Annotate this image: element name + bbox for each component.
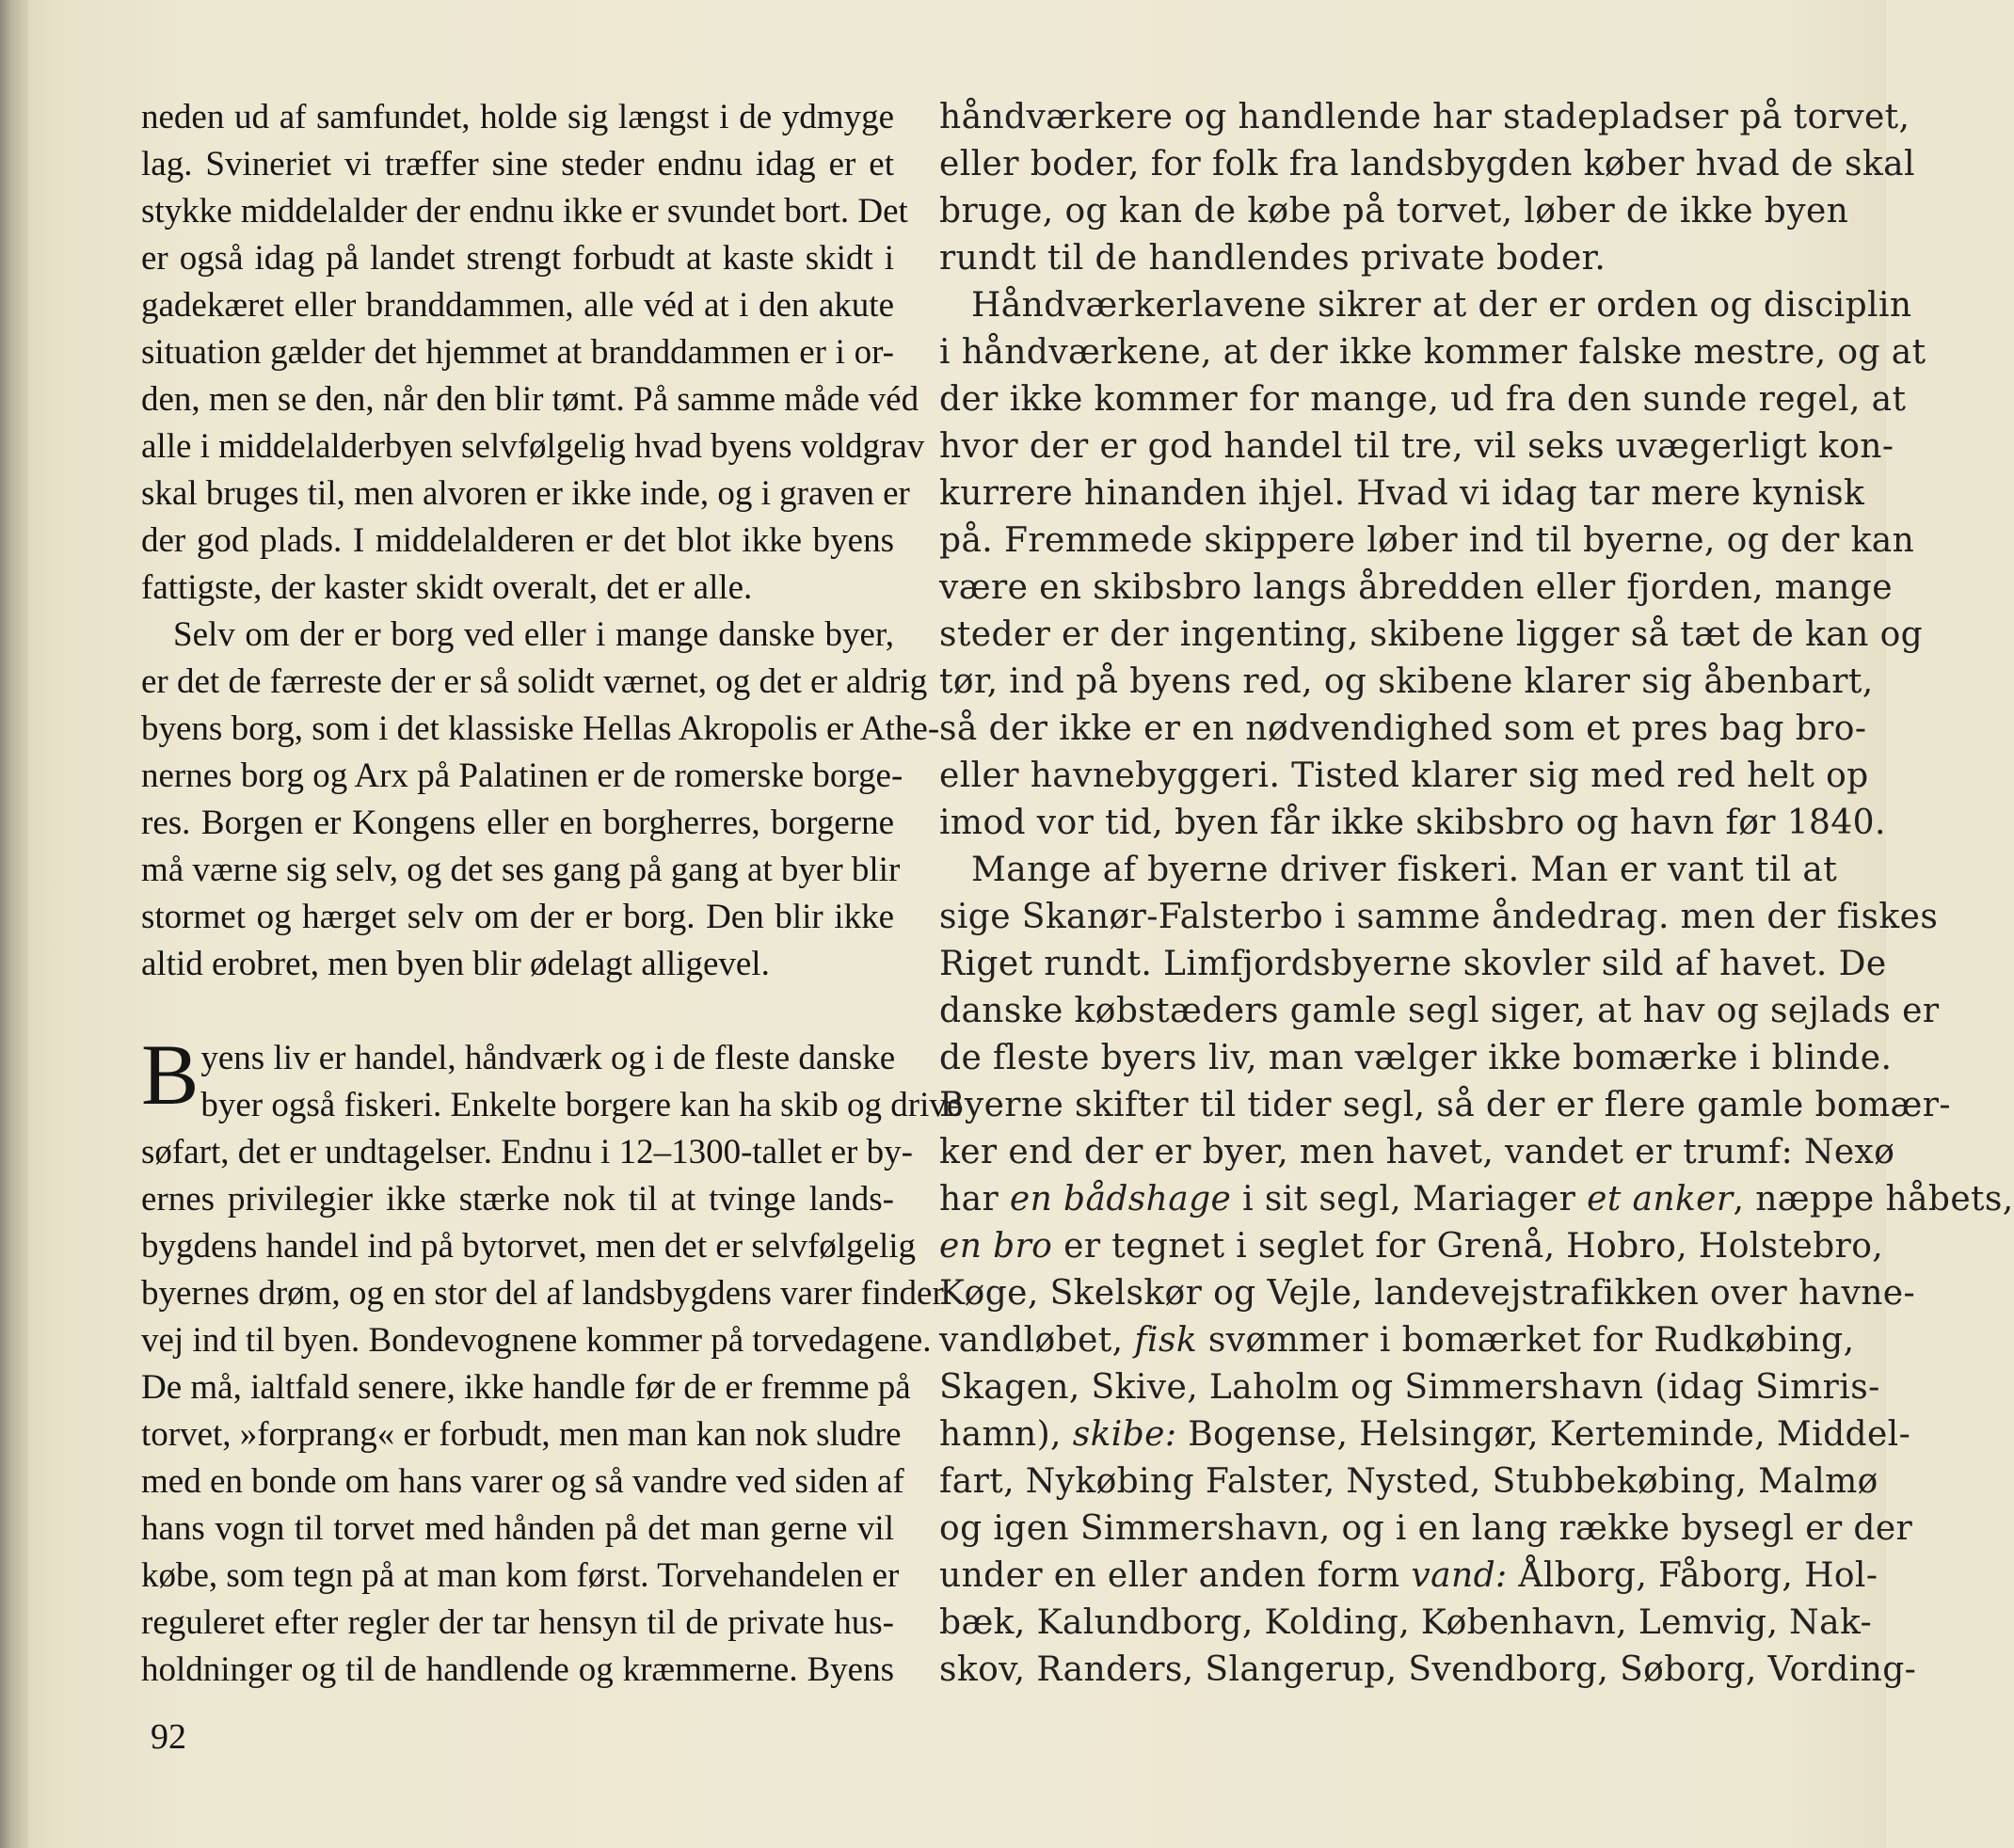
text-line: så der ikke er en nødvendighed som et pres bag bro-: [939, 709, 1867, 748]
text-line: den, men se den, når den blir tømt. På samme måde véd: [141, 380, 919, 419]
text-line: bæk, Kalundborg, Kolding, København, Lemvig, Nak-: [939, 1603, 1873, 1642]
text-run: er tegnet i seglet for Grenå, Hobro, Holstebro,: [1052, 1227, 1884, 1266]
text-line: De må, ialtfald senere, ikke handle før de er fremme på: [141, 1368, 911, 1407]
right-text-column: [939, 94, 2014, 1694]
paragraph: [141, 612, 940, 988]
text-line: alle i middelalderbyen selvfølgelig hvad byens voldgrav: [141, 427, 925, 466]
text-line: nernes borg og Arx på Palatinen er de romerske borge-: [141, 757, 903, 795]
text-line: Skagen, Skive, Laholm og Simmershavn (idag Simris-: [939, 1368, 1880, 1407]
text-line: [939, 1176, 2014, 1223]
text-line: Selv om der er borg ved eller i mange danske byer,: [173, 615, 894, 654]
text-line: Mange af byerne driver fiskeri. Man er vant til at: [971, 851, 1838, 889]
text-line: eller havnebyggeri. Tisted klarer sig med red helt op: [939, 757, 1869, 795]
text-line: købe, som tegn på at man kom først. Torvehandelen er: [141, 1556, 900, 1595]
text-run: under en eller anden form: [939, 1556, 1412, 1595]
text-line: søfart, det er undtagelser. Endnu i 12–1300-tallet er by-: [141, 1133, 913, 1171]
section-gap: [141, 988, 894, 1035]
paragraph: [141, 94, 925, 612]
paragraph: [939, 94, 1915, 282]
text-line: stormet og hærget selv om der er borg. Den blir ikke: [141, 898, 894, 936]
paragraph: [939, 847, 2014, 1694]
text-line: steder er der ingenting, skibene ligger så tæt de kan og: [939, 615, 1924, 654]
italic-text: et anker: [1587, 1180, 1734, 1219]
text-line: Håndværkerlavene sikrer at der er orden og disciplin: [971, 286, 1912, 325]
text-line: på. Fremmede skippere løber ind til byerne, og der kan: [939, 521, 1915, 560]
text-run: vandløbet,: [939, 1321, 1135, 1360]
italic-text: en bådshage: [1009, 1180, 1232, 1219]
text-line: [939, 1223, 1884, 1270]
text-line: [939, 1317, 1855, 1364]
text-line: [939, 1411, 1911, 1458]
text-line: rundt til de handlendes private boder.: [939, 239, 1606, 278]
text-line: res. Borgen er Kongens eller en borgherres, borgerne: [141, 804, 894, 842]
text-line: [939, 1553, 1878, 1600]
drop-cap: B: [141, 1027, 200, 1123]
text-run: Bogense, Helsingør, Kerteminde, Middel-: [1176, 1415, 1911, 1454]
italic-text: vand:: [1411, 1556, 1508, 1595]
text-line: stykke middelalder der endnu ikke er svundet bort. Det: [141, 192, 908, 231]
text-line: hvor der er god handel til tre, vil seks uvægerligt kon-: [939, 427, 1894, 466]
text-line: bruge, og kan de købe på torvet, løber de ikke byen: [939, 192, 1849, 231]
text-line: holdninger og til de handlende og kræmmerne. Byens: [141, 1650, 894, 1689]
text-line: håndværkere og handlende har stadepladser på torvet,: [939, 98, 1910, 136]
text-run: Ålborg, Fåborg, Hol-: [1507, 1556, 1878, 1595]
text-run: har: [939, 1180, 1010, 1219]
text-run: svømmer i bomærket for Rudkøbing,: [1197, 1321, 1855, 1360]
text-line: fattigste, der kaster skidt overalt, det er alle.: [141, 568, 753, 607]
text-line: imod vor tid, byen får ikke skibsbro og havn før 1840.: [939, 804, 1886, 842]
text-line: kurrere hinanden ihjel. Hvad vi idag tar mere kynisk: [939, 474, 1865, 513]
text-line: skal bruges til, men alvoren er ikke inde, og i graven er: [141, 474, 910, 513]
text-line: altid erobret, men byen blir ødelagt alligevel.: [141, 945, 770, 983]
text-line: ker end der er byer, men havet, vandet er trumf: Nexø: [939, 1133, 1895, 1171]
text-line: situation gælder det hjemmet at branddammen er i or-: [141, 333, 894, 372]
italic-text: en bro: [939, 1227, 1053, 1266]
page-number: 92: [151, 1717, 186, 1757]
text-line: yens liv er handel, håndværk og i de fleste danske: [200, 1039, 896, 1077]
text-line: vej ind til byen. Bondevognene kommer på torvedagene.: [141, 1321, 932, 1360]
text-line: er det de færreste der er så solidt værnet, og det er aldrig: [141, 662, 928, 701]
text-line: være en skibsbro langs åbredden eller fjorden, mange: [939, 568, 1893, 607]
book-spine-shadow: [0, 0, 28, 1848]
text-line: Riget rundt. Limfjordsbyerne skovler sild af havet. De: [939, 945, 1887, 983]
text-line: lag. Svineriet vi træffer sine steder endnu idag er et: [141, 145, 894, 183]
text-line: ernes privilegier ikke stærke nok til at tvinge lands-: [141, 1180, 894, 1219]
text-line: i håndværkene, at der ikke kommer falske mestre, og at: [939, 333, 1926, 372]
text-line: Køge, Skelskør og Vejle, landevejstrafikken over havne-: [939, 1274, 1916, 1313]
text-line: hans vogn til torvet med hånden på det man gerne vil: [141, 1509, 894, 1548]
text-line: byens borg, som i det klassiske Hellas Akropolis er Athe-: [141, 709, 940, 748]
text-line: de fleste byers liv, man vælger ikke bomærke i blinde.: [939, 1039, 1893, 1077]
italic-text: skibe:: [1072, 1415, 1177, 1454]
text-line: der ikke kommer for mange, ud fra den sunde regel, at: [939, 380, 1907, 419]
left-text-column: [141, 94, 963, 1694]
text-line: fart, Nykøbing Falster, Nysted, Stubbekøbing, Malmø: [939, 1462, 1878, 1501]
text-line: bygdens handel ind på bytorvet, men det er selvfølgelig: [141, 1227, 917, 1266]
text-run: i sit segl, Mariager: [1231, 1180, 1588, 1219]
text-line: tør, ind på byens red, og skibene klarer sig åbenbart,: [939, 662, 1874, 701]
text-line: danske købstæders gamle segl siger, at hav og sejlads er: [939, 992, 1940, 1030]
text-line: eller boder, for folk fra landsbygden køber hvad de skal: [939, 145, 1915, 183]
italic-text: fisk: [1134, 1321, 1198, 1360]
text-line: sige Skanør-Falsterbo i samme åndedrag. men der fiskes: [939, 898, 1939, 936]
text-line: med en bonde om hans varer og så vandre ved siden af: [141, 1462, 904, 1501]
text-line: skov, Randers, Slangerup, Svendborg, Søborg, Vording-: [939, 1650, 1917, 1689]
text-run: , næppe håbets,: [1733, 1180, 2014, 1219]
text-line: neden ud af samfundet, holde sig længst i de ydmyge: [141, 98, 894, 136]
text-line: og igen Simmershavn, og i en lang række bysegl er der: [939, 1509, 1913, 1548]
text-line: torvet, »forprang« er forbudt, men man kan nok sludre: [141, 1415, 902, 1454]
text-line: der god plads. I middelalderen er det blot ikke byens: [141, 521, 894, 560]
text-line: byernes drøm, og en stor del af landsbygdens varer finder: [141, 1274, 944, 1313]
text-line: byer også fiskeri. Enkelte borgere kan ha skib og drive: [200, 1086, 963, 1124]
text-line: Byerne skifter til tider segl, så der er flere gamle bomær-: [939, 1086, 1951, 1124]
text-line: er også idag på landet strengt forbudt at kaste skidt i: [141, 239, 894, 278]
text-run: hamn),: [939, 1415, 1073, 1454]
paragraph: [939, 282, 1926, 847]
text-line: gadekæret eller branddammen, alle véd at i den akute: [141, 286, 894, 325]
text-line: reguleret efter regler der tar hensyn til de private hus-: [141, 1603, 894, 1642]
paragraph: [141, 1027, 963, 1694]
text-line: må værne sig selv, og det ses gang på gang at byer blir: [141, 851, 901, 889]
